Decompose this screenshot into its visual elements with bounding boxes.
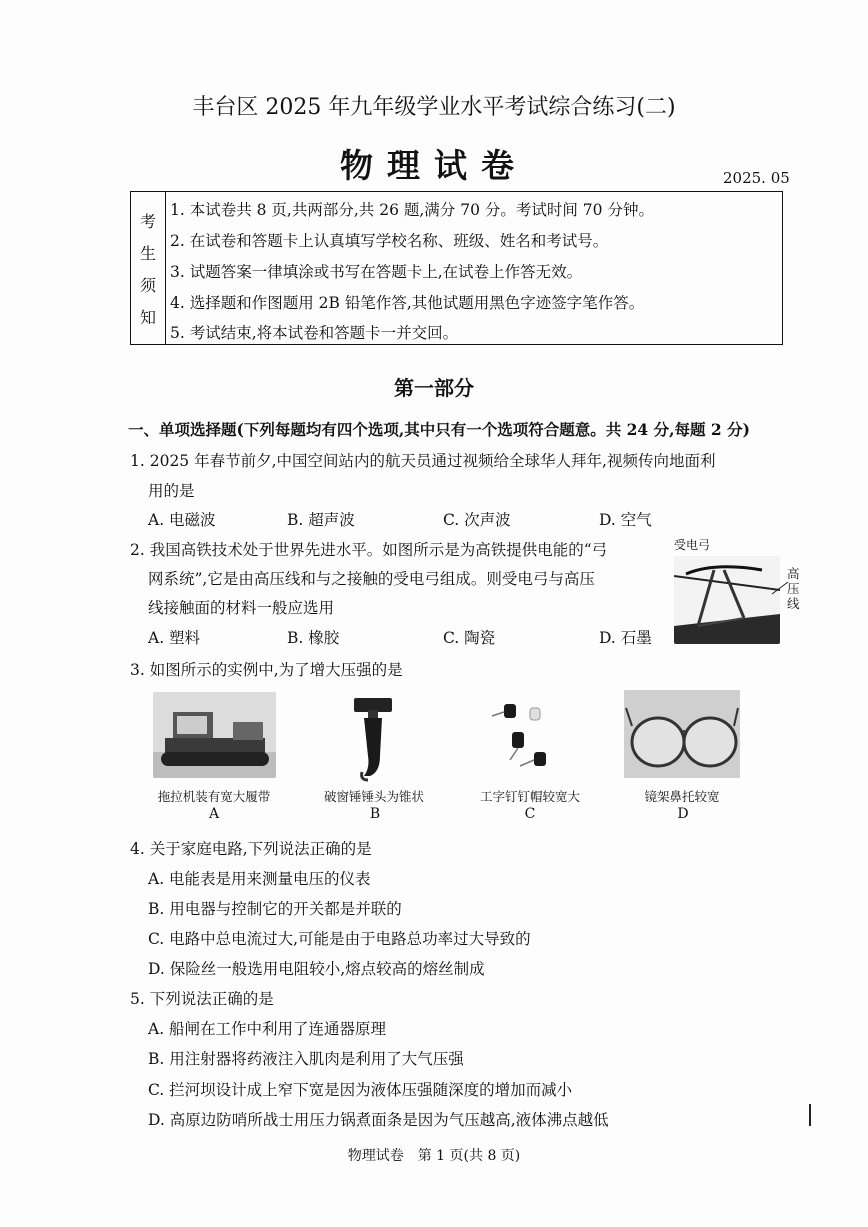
q4-option-b: B. 用电器与控制它的开关都是并联的	[148, 900, 402, 918]
tractor-drawing	[153, 692, 276, 778]
notice-item: 1. 本试卷共 8 页,共两部分,共 26 题,满分 70 分。考试时间 70 分钟。	[170, 201, 654, 219]
page-footer: 物理试卷 第 1 页(共 8 页)	[347, 1148, 521, 1164]
q3-letter-c: C	[524, 806, 536, 822]
q2-stem-cont: 线接触面的材料一般应选用	[148, 599, 335, 617]
q4-stem: 4. 关于家庭电路,下列说法正确的是	[130, 840, 372, 858]
q2-option-c: C. 陶瓷	[443, 629, 496, 647]
pantograph-label: 受电弓	[674, 538, 711, 552]
pushpins-drawing	[490, 696, 558, 776]
notice-item: 3. 试题答案一律填涂或书写在答题卡上,在试卷上作答无效。	[170, 263, 583, 281]
q3-caption-d: 镜架鼻托较宽	[644, 789, 720, 804]
glasses-drawing	[624, 690, 740, 778]
q4-option-c: C. 电路中总电流过大,可能是由于电路总功率过大导致的	[148, 930, 531, 948]
q5-option-a: A. 船闸在工作中利用了连通器原理	[148, 1020, 387, 1038]
q3-letter-a: A	[208, 806, 220, 822]
wire-pointer	[770, 578, 790, 598]
q5-option-c: C. 拦河坝设计成上窄下宽是因为液体压强随深度的增加而减小	[148, 1081, 573, 1099]
wire-label-char: 线	[787, 596, 800, 611]
notice-box	[130, 191, 783, 345]
q2-stem: 2. 我国高铁技术处于世界先进水平。如图所示是为高铁提供电能的“弓	[130, 541, 608, 559]
q2-option-a: A. 塑料	[148, 629, 201, 647]
q3-caption-a: 拖拉机装有宽大履带	[157, 789, 271, 804]
q4-option-d: D. 保险丝一般选用电阻较小,熔点较高的熔丝制成	[148, 960, 485, 978]
q2-option-b: B. 橡胶	[287, 629, 340, 647]
hammer-drawing	[350, 696, 396, 782]
notice-item: 2. 在试卷和答题卡上认真填写学校名称、班级、姓名和考试号。	[170, 232, 609, 250]
q1-option-b: B. 超声波	[287, 511, 355, 529]
q1-stem-cont: 用的是	[148, 482, 195, 500]
q1-option-a: A. 电磁波	[148, 511, 216, 529]
wire-label-char: 高	[787, 566, 800, 581]
q3-stem: 3. 如图所示的实例中,为了增大压强的是	[130, 661, 403, 679]
exam-subtitle: 丰台区 2025 年九年级学业水平考试综合练习(二)	[192, 95, 676, 120]
exam-title: 物理试卷	[340, 146, 528, 185]
margin-mark	[809, 1104, 811, 1126]
pantograph-drawing	[674, 556, 780, 644]
q5-stem: 5. 下列说法正确的是	[130, 990, 274, 1008]
q3-caption-c: 工字钉钉帽较宽大	[479, 789, 580, 804]
q5-option-d: D. 高原边防哨所战士用压力锅煮面条是因为气压越高,液体沸点越低	[148, 1111, 609, 1129]
q1-option-d: D. 空气	[599, 511, 652, 529]
pantograph-figure	[674, 556, 780, 644]
question-type-heading: 一、单项选择题(下列每题均有四个选项,其中只有一个选项符合题意。共 24 分,每题 2 分)	[128, 420, 750, 439]
q3-letter-b: B	[369, 806, 381, 822]
exam-date: 2025. 05	[723, 169, 790, 187]
notice-label-char: 考	[139, 211, 156, 231]
q3-letter-d: D	[677, 806, 689, 822]
glasses-image	[624, 690, 740, 778]
q2-stem-cont: 网系统”,它是由高压线和与之接触的受电弓组成。则受电弓与高压	[148, 570, 595, 588]
hammer-image	[350, 696, 396, 782]
pushpins-image	[490, 696, 558, 776]
wire-label-char: 压	[787, 581, 800, 596]
q5-option-b: B. 用注射器将药液注入肌肉是利用了大气压强	[148, 1050, 464, 1068]
section-title: 第一部分	[394, 376, 474, 400]
notice-label-char: 须	[139, 275, 156, 295]
q2-option-d: D. 石墨	[599, 629, 652, 647]
tractor-image	[153, 692, 276, 778]
q4-option-a: A. 电能表是用来测量电压的仪表	[148, 870, 371, 888]
notice-item: 4. 选择题和作图题用 2B 铅笔作答,其他试题用黑色字迹签字笔作答。	[170, 294, 645, 312]
q1-stem: 1. 2025 年春节前夕,中国空间站内的航天员通过视频给全球华人拜年,视频传向地面利	[130, 452, 716, 470]
notice-label-char: 知	[139, 307, 156, 327]
notice-label-char: 生	[139, 243, 156, 263]
notice-item: 5. 考试结束,将本试卷和答题卡一并交回。	[170, 324, 459, 342]
notice-label	[131, 192, 166, 344]
q3-caption-b: 破窗锤锤头为锥状	[323, 789, 424, 804]
q1-option-c: C. 次声波	[443, 511, 511, 529]
